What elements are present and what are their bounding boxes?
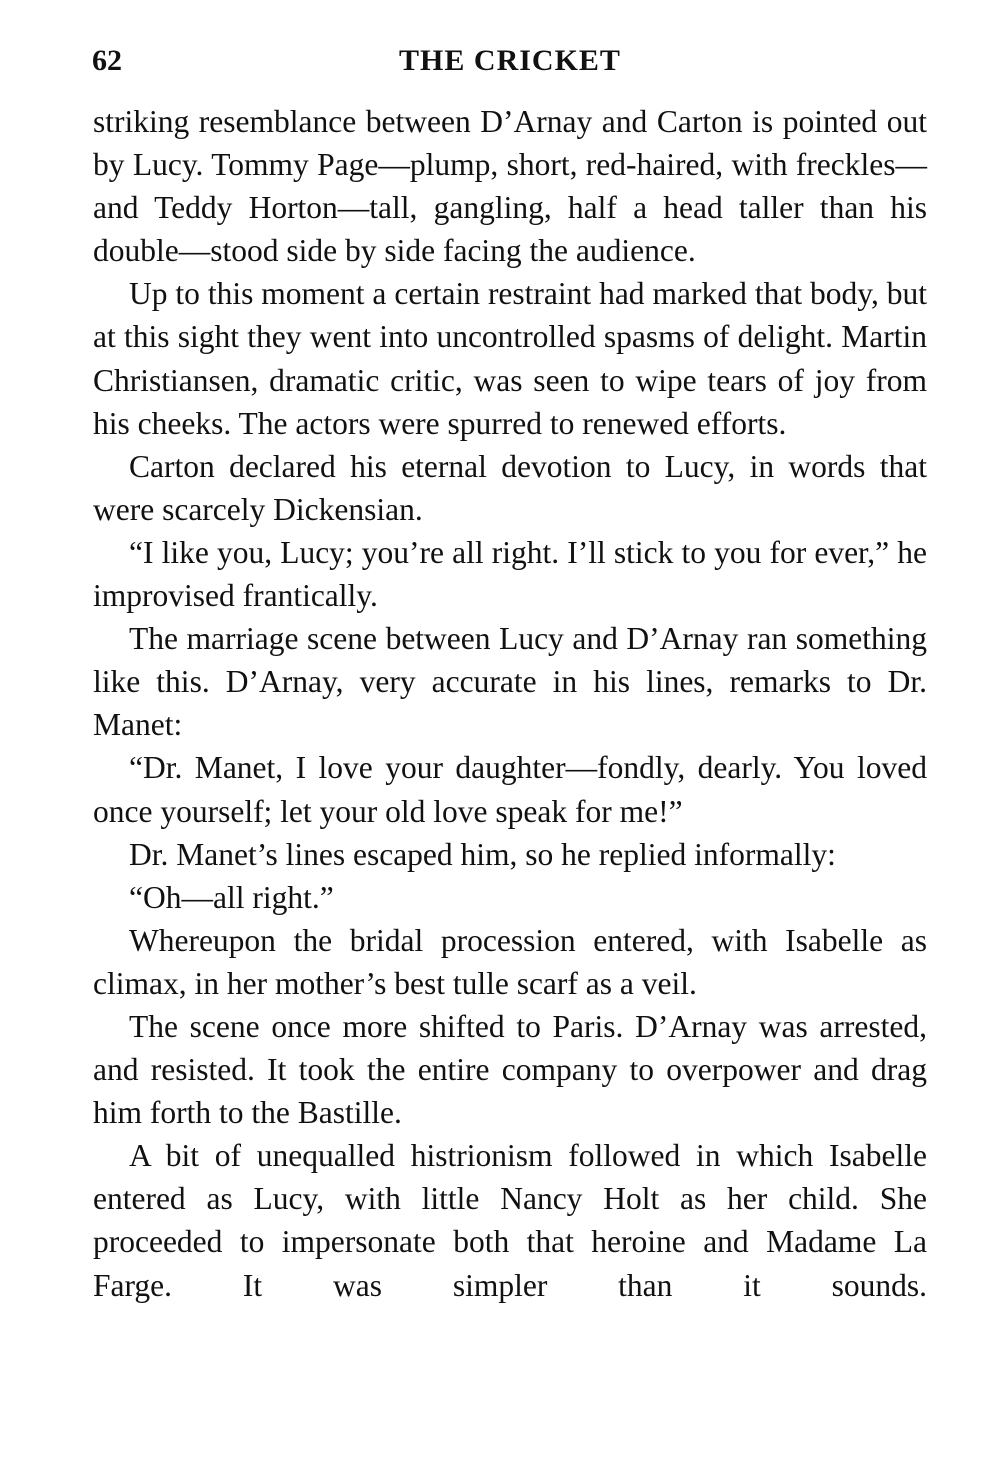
page-number: 62 [92,44,122,77]
body-text [93,100,927,1307]
running-title: THE CRICKET [399,44,621,77]
paragraph: The scene once more shifted to Paris. D’Arnay was arrested, and resisted. It took the entire company to overpower and drag him forth to the Bastille. [93,1008,927,1131]
paragraph: Carton declared his eternal devotion to Lucy, in words that were scarcely Dickensian. [93,448,927,527]
paragraph: A bit of unequalled histrionism followed in which Isabelle entered as Lucy, with little Nancy Holt as her child. She proceeded to impersonate both that heroine and Madame La Farge. It was simpler than it sounds. [93,1138,927,1303]
paragraph: “I like you, Lucy; you’re all right. I’ll stick to you for ever,” he improvised frantically. [93,534,927,614]
page-header [92,44,928,88]
paragraph: The marriage scene between Lucy and D’Arnay ran something like this. D’Arnay, very accurate in his lines, remarks to Dr. Manet: [93,621,927,743]
paragraph: “Oh—all right.” [129,879,334,915]
paragraph: Dr. Manet’s lines escaped him, so he replied informally: [129,836,836,872]
paragraph: Up to this moment a certain restraint had marked that body, but at this sight they went into uncontrolled spasms of delight. Martin Christiansen, dramatic critic, was seen to wipe tears of joy from his cheeks. The actors were spurred to renewed efforts. [93,276,927,441]
paragraph: “Dr. Manet, I love your daughter—fondly, dearly. You loved once yourself; let your old love speak for me!” [93,750,927,829]
paragraph-continued: striking resemblance between D’Arnay and Carton is pointed out by Lucy. Tommy Page—plump, short, red-haired, with freckles—and Teddy Horton—tall, gangling, half a head taller than his double—stood side by side facing the audience. [93,104,927,269]
paragraph: Whereupon the bridal procession entered, with Isabelle as climax, in her mother’s best tulle scarf as a veil. [93,922,927,1001]
